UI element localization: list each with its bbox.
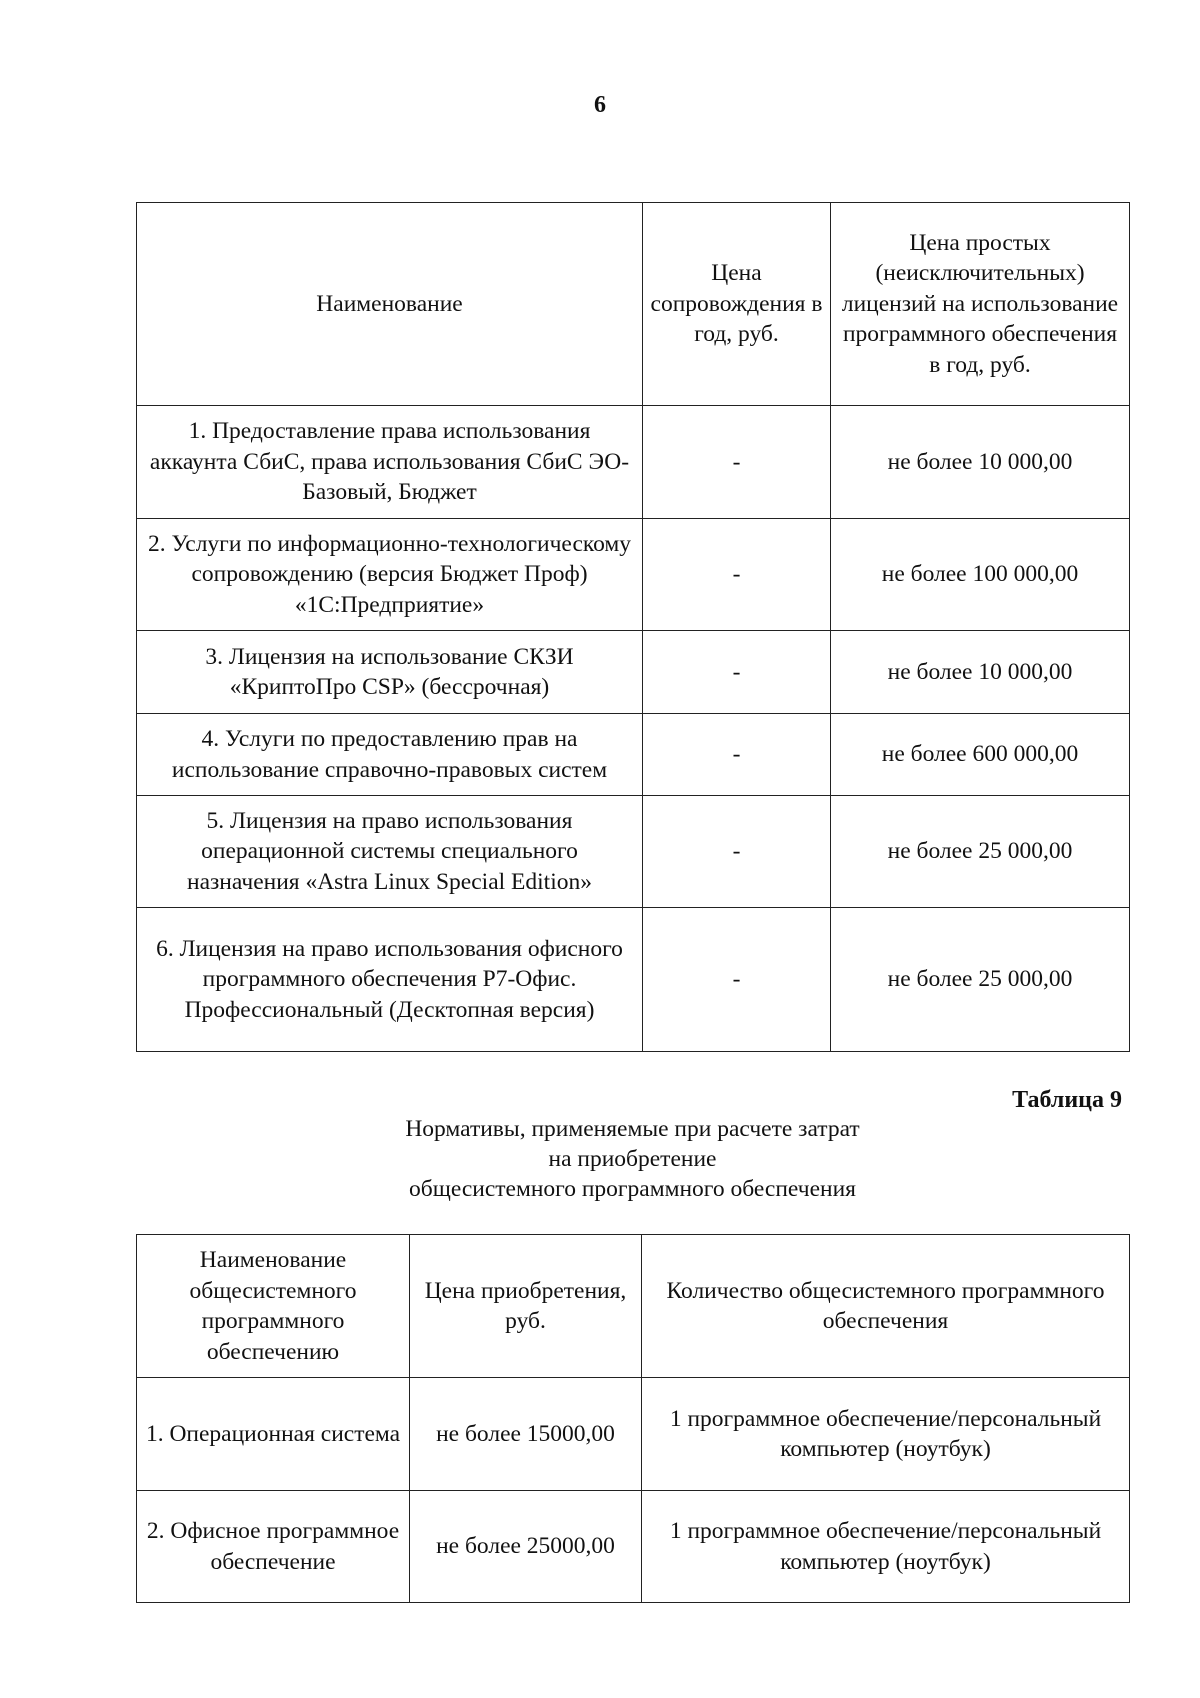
support-price-cell: -: [643, 908, 831, 1052]
price-cell: не более 25000,00: [410, 1491, 642, 1603]
name-cell: 6. Лицензия на право использования офисного программного обеспечения Р7-Офис. Профессиональный (Десктопная версия): [137, 908, 643, 1052]
support-price-cell: -: [643, 519, 831, 631]
table-row: [137, 796, 1130, 908]
header-cell: Наименование: [137, 203, 643, 406]
quantity-cell: 1 программное обеспечение/персональный компьютер (ноутбук): [642, 1378, 1130, 1491]
caption-line: общесистемного программного обеспечения: [409, 1176, 856, 1202]
license-price-cell: не более 25 000,00: [831, 796, 1130, 908]
table-row: [137, 519, 1130, 631]
header-cell: Цена приобретения, руб.: [410, 1235, 642, 1378]
header-cell: Наименование общесистемного программного обеспечению: [137, 1235, 410, 1378]
table-row: [137, 406, 1130, 519]
license-costs-table: [136, 202, 1130, 1052]
name-cell: 5. Лицензия на право использования операционной системы специального назначения «Astra Linux Special Edition»: [137, 796, 643, 908]
quantity-cell: 1 программное обеспечение/персональный компьютер (ноутбук): [642, 1491, 1130, 1603]
support-price-cell: -: [643, 796, 831, 908]
caption-line: Нормативы, применяемые при расчете затрат: [405, 1116, 860, 1142]
table-number-label: Таблица 9: [1012, 1087, 1122, 1113]
support-price-cell: -: [643, 714, 831, 796]
table-row: [137, 631, 1130, 714]
name-cell: 4. Услуги по предоставлению прав на использование справочно-правовых систем: [137, 714, 643, 796]
table-row: [137, 1491, 1130, 1603]
license-price-cell: не более 100 000,00: [831, 519, 1130, 631]
license-price-cell: не более 600 000,00: [831, 714, 1130, 796]
header-cell: Цена простых (неисключительных) лицензий на использование программного обеспечения в год, руб.: [831, 203, 1130, 406]
license-price-cell: не более 10 000,00: [831, 406, 1130, 519]
name-cell: 1. Операционная система: [137, 1378, 410, 1491]
page-number: 6: [594, 92, 606, 118]
license-price-cell: не более 25 000,00: [831, 908, 1130, 1052]
caption-line: на приобретение: [548, 1146, 717, 1172]
table-header-row: [137, 1235, 1130, 1378]
header-cell: Цена сопровождения в год, руб.: [643, 203, 831, 406]
table-header-row: [137, 203, 1130, 406]
system-software-table: [136, 1234, 1130, 1603]
license-price-cell: не более 10 000,00: [831, 631, 1130, 714]
name-cell: 2. Офисное программное обеспечение: [137, 1491, 410, 1603]
support-price-cell: -: [643, 631, 831, 714]
header-cell: Количество общесистемного программного обеспечения: [642, 1235, 1130, 1378]
table-row: [137, 908, 1130, 1052]
name-cell: 2. Услуги по информационно-технологическому сопровождению (версия Бюджет Проф) «1С:Предприятие»: [137, 519, 643, 631]
price-cell: не более 15000,00: [410, 1378, 642, 1491]
table-caption: [136, 1114, 1129, 1204]
table-row: [137, 1378, 1130, 1491]
name-cell: 1. Предоставление права использования аккаунта СбиС, права использования СбиС ЭО-Базовый, Бюджет: [137, 406, 643, 519]
name-cell: 3. Лицензия на использование СКЗИ «КриптоПро CSP» (бессрочная): [137, 631, 643, 714]
support-price-cell: -: [643, 406, 831, 519]
table-row: [137, 714, 1130, 796]
